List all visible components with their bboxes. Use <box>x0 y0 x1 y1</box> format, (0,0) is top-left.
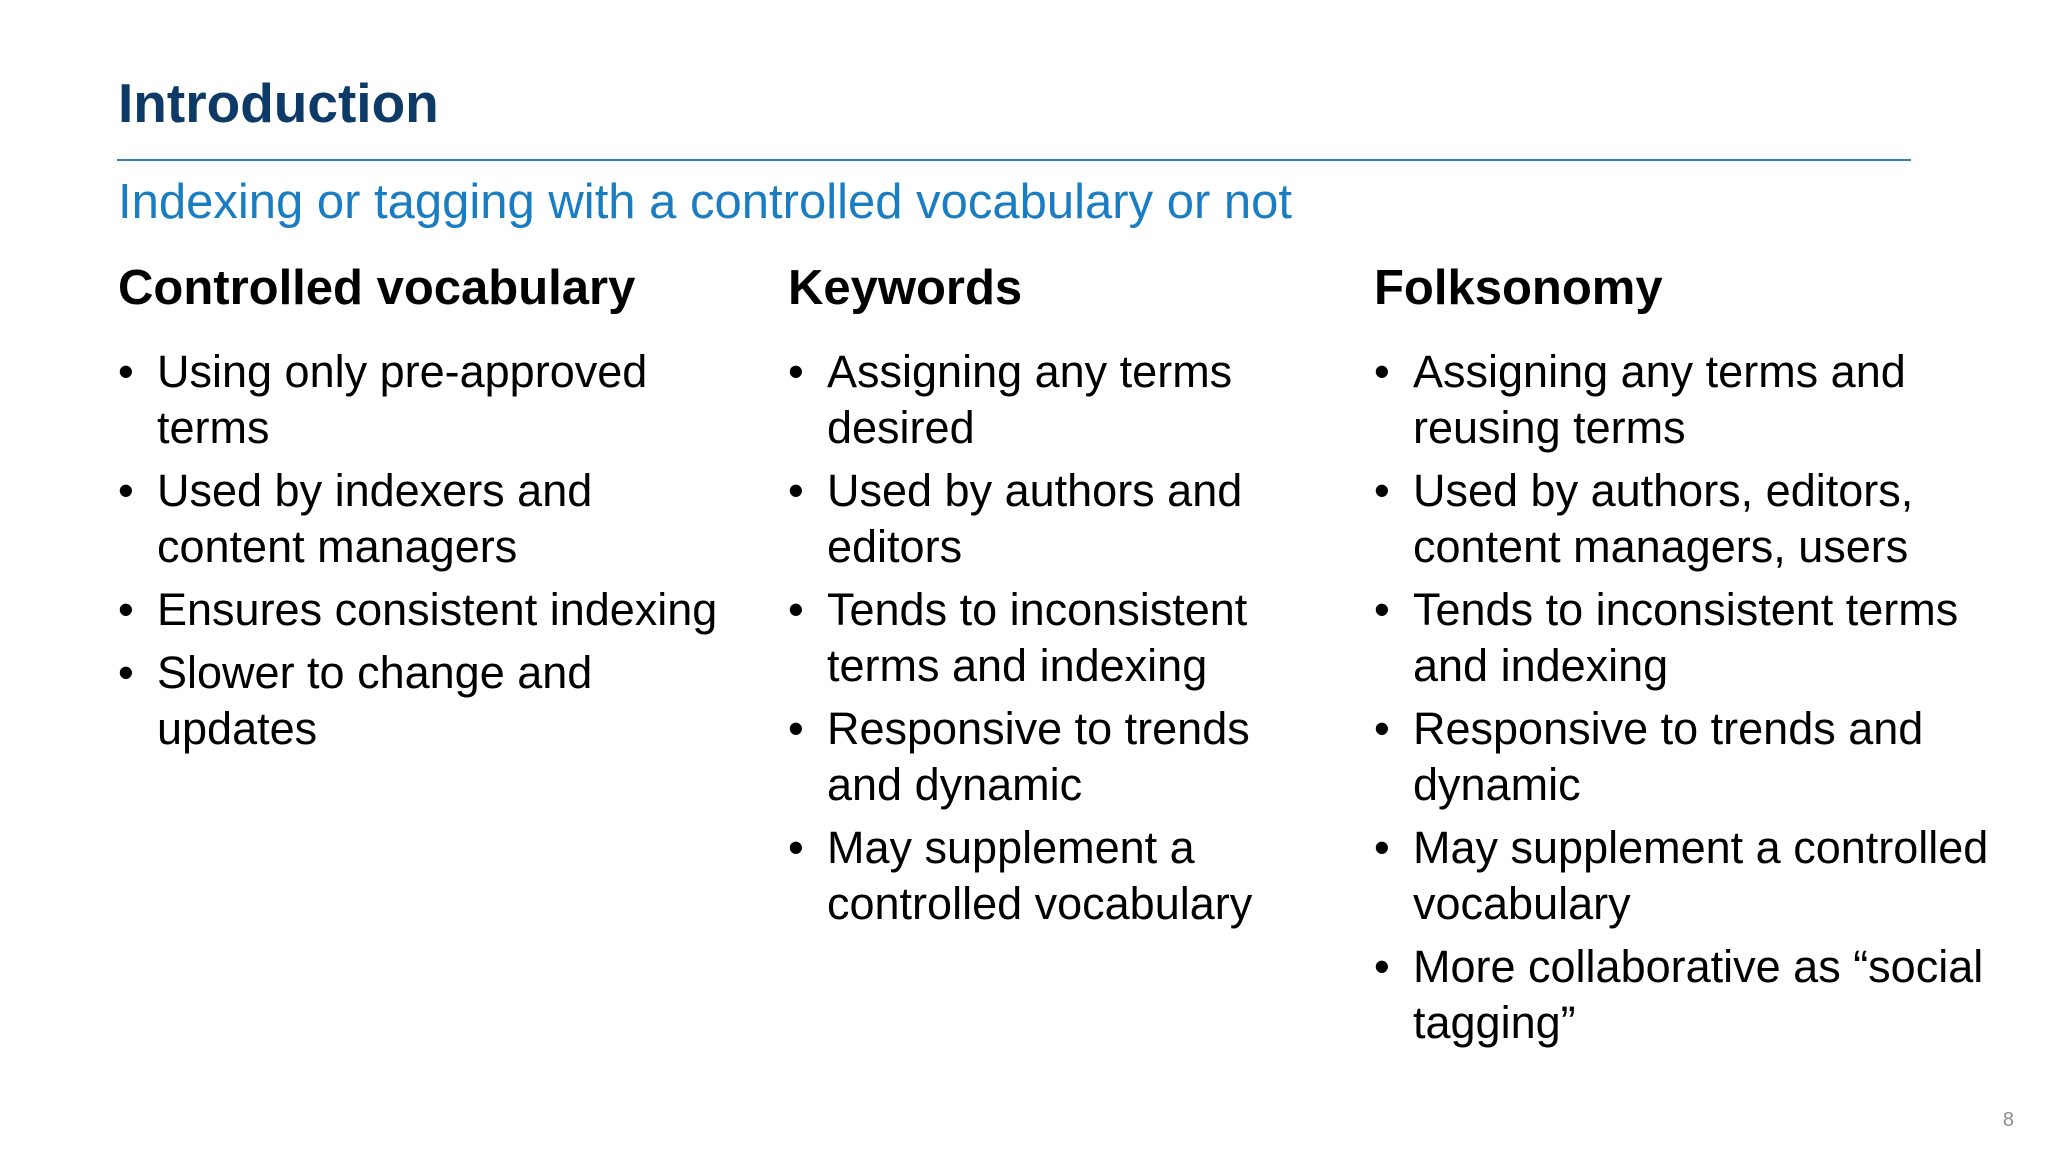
bullet-item: • Tends to inconsistent terms and indexing <box>788 582 1308 694</box>
column-heading: Controlled vocabulary <box>118 261 636 315</box>
column-heading: Keywords <box>788 261 1023 315</box>
bullet-item: • Slower to change and updates <box>118 645 728 757</box>
bullet-item: • Responsive to trends and dynamic <box>1374 701 2014 813</box>
bullet-item: • Ensures consistent indexing <box>118 582 728 638</box>
column-keywords <box>788 256 1308 939</box>
bullet-item: • Used by authors and editors <box>788 463 1308 575</box>
bullet-item: • Tends to inconsistent terms and indexing <box>1374 582 2014 694</box>
bullet-item: • Responsive to trends and dynamic <box>788 701 1308 813</box>
column-heading: Folksonomy <box>1374 261 1663 315</box>
bullet-item: • Assigning any terms and reusing terms <box>1374 344 2014 456</box>
bullet-item: • May supplement a controlled vocabulary <box>788 820 1308 932</box>
bullet-item: • Used by authors, editors, content managers, users <box>1374 463 2014 575</box>
bullet-item: • May supplement a controlled vocabulary <box>1374 820 2014 932</box>
title-divider <box>117 159 1911 161</box>
bullet-item: • Used by indexers and content managers <box>118 463 728 575</box>
bullet-list <box>118 344 728 757</box>
column-folksonomy <box>1374 256 2014 1058</box>
slide-title: Introduction <box>118 72 439 134</box>
bullet-item: • Using only pre-approved terms <box>118 344 728 456</box>
bullet-list <box>788 344 1308 932</box>
bullet-item: • Assigning any terms desired <box>788 344 1308 456</box>
column-controlled-vocabulary <box>118 256 728 764</box>
bullet-item: • More collaborative as “social tagging” <box>1374 939 2014 1051</box>
bullet-list <box>1374 344 2014 1051</box>
page-number: 8 <box>2002 1109 2014 1131</box>
slide-subtitle: Indexing or tagging with a controlled vocabulary or not <box>118 175 1292 229</box>
